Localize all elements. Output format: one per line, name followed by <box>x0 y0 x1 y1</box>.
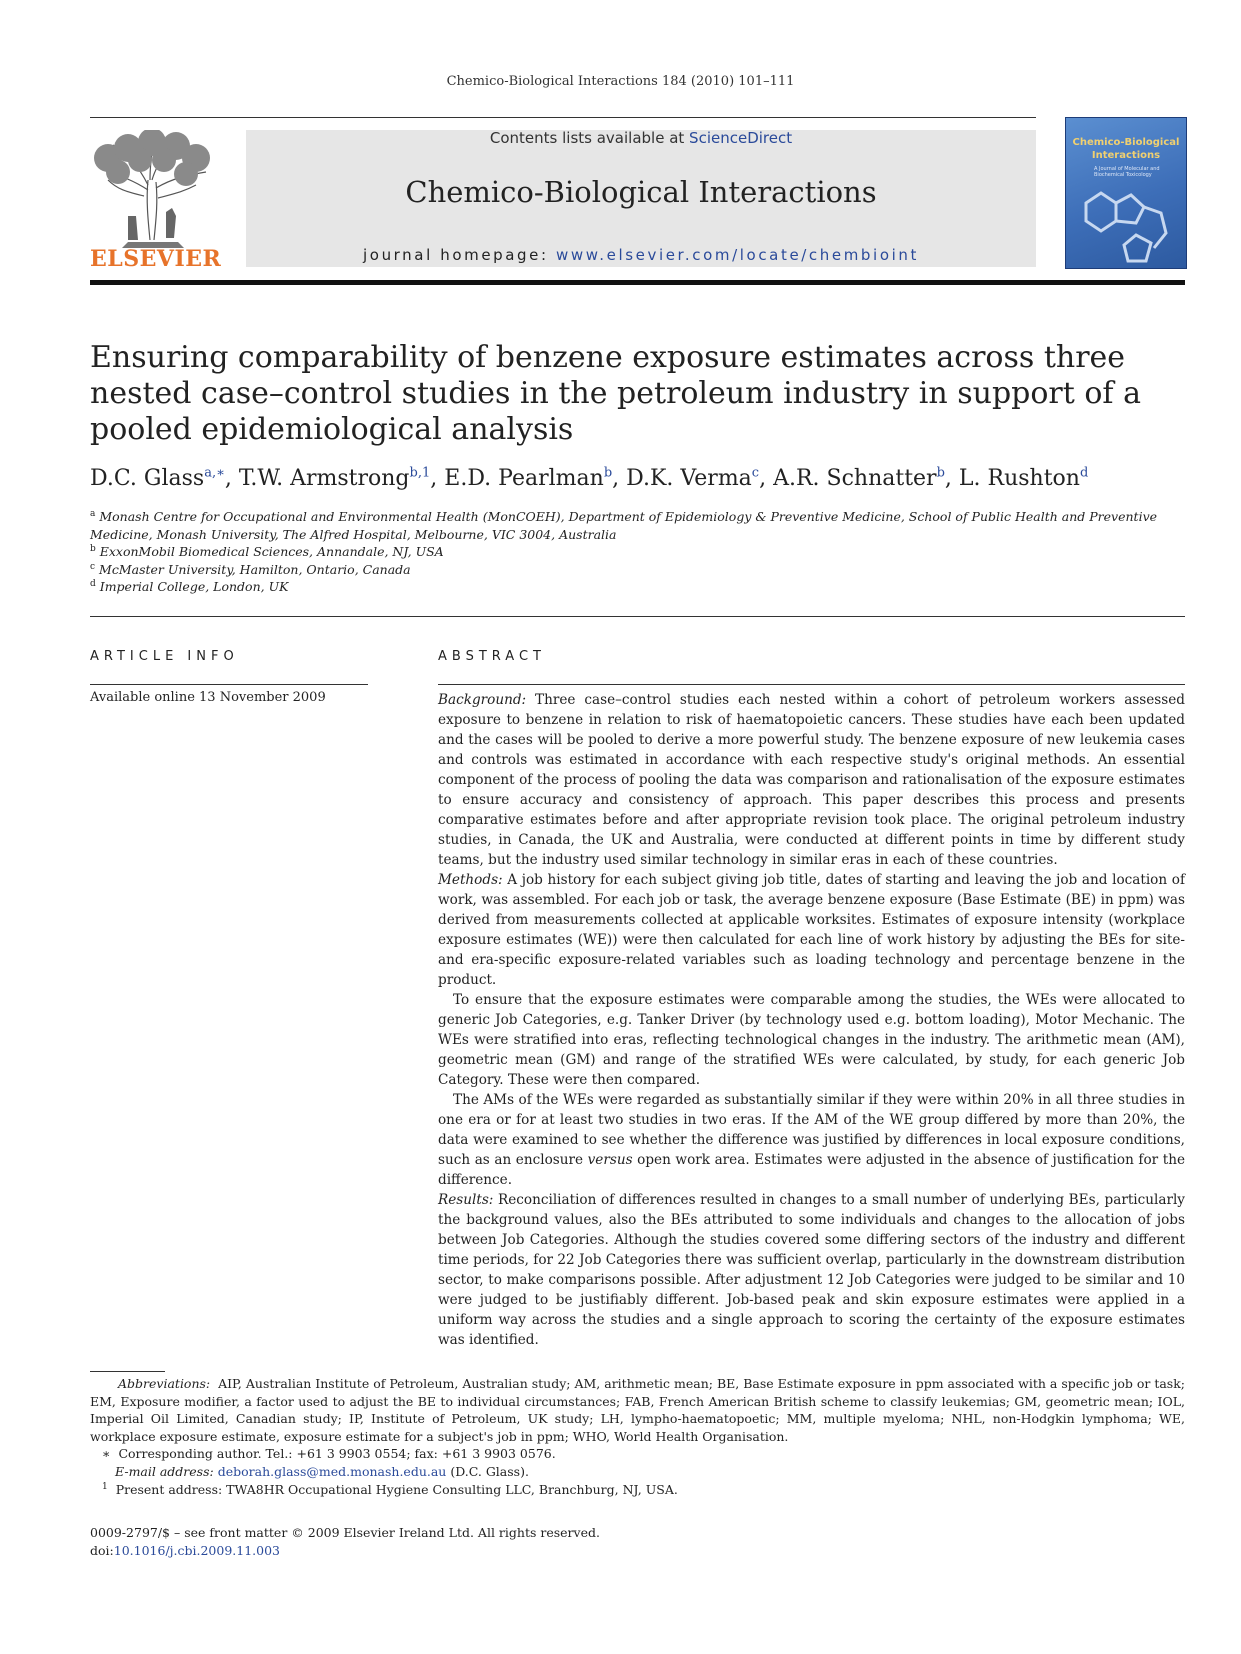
author-name: E.D. Pearlman <box>444 466 604 491</box>
abstract-methods <box>438 870 1185 990</box>
corresponding-mark: ∗ <box>102 1446 111 1462</box>
author-separator: , <box>612 466 627 491</box>
author-separator: , <box>759 466 774 491</box>
footnotes <box>90 1375 1185 1498</box>
affiliation-key: a <box>90 508 96 519</box>
affiliation-key: c <box>90 561 96 572</box>
sciencedirect-link[interactable]: ScienceDirect <box>689 129 793 147</box>
article-info-rule <box>90 684 368 685</box>
abstract-heading: ABSTRACT <box>438 649 546 664</box>
abstract-rule <box>438 684 1185 685</box>
affiliation-key: d <box>90 579 96 590</box>
author-name: L. Rushton <box>958 466 1080 491</box>
journal-homepage-link[interactable]: www.elsevier.com/locate/chembioint <box>556 246 919 264</box>
abstract-results <box>438 1190 1185 1350</box>
author-separator: , <box>430 466 445 491</box>
article-title: Ensuring comparability of benzene exposure estimates across three nested case–control studies in the petroleum industry in support of a pooled epidemiological analysis <box>90 340 1141 447</box>
molecule-graphic <box>1066 173 1186 268</box>
affiliation-text: ExxonMobil Biomedical Sciences, Annandale, NJ, USA <box>99 544 444 560</box>
affiliation-text: McMaster University, Hamilton, Ontario, Canada <box>99 561 411 577</box>
author-name: T.W. Armstrong <box>238 466 410 491</box>
results-text: Reconciliation of differences resulted in changes to a small number of underlying BEs, particularly the background values, also the BEs attributed to some individuals and changes to the allocation of jobs between Job Categories. Although the studies covered some differing sectors of the industry and different time periods, for 22 Job Categories there was sufficient overlap, particularly in the downstream distribution sector, to make comparisons possible. After adjustment 12 Job Categories were judged to be similar and 10 were judged to be justifiably different. Job-based peak and skin exposure estimates were applied in a uniform way across the studies and a single approach to scoring the certainty of the exposure estimates was identified. <box>438 1192 1185 1348</box>
doi-line <box>90 1542 600 1560</box>
cover-subtitle: A Journal of Molecular and Biochemical Toxicology <box>1094 166 1160 178</box>
doi-prefix: doi: <box>90 1542 114 1558</box>
copyright-block <box>90 1524 600 1559</box>
author-affiliation-marker[interactable]: b <box>603 465 613 481</box>
email-link[interactable]: deborah.glass@med.monash.edu.au <box>217 1463 447 1479</box>
abstract-background <box>438 690 1185 870</box>
journal-homepage-line <box>246 246 1036 264</box>
present-address-mark: 1 <box>102 1481 108 1492</box>
affiliation <box>90 561 1185 579</box>
journal-cover-image <box>1065 117 1187 269</box>
cover-title: Chemico-Biological Interactions <box>1072 137 1180 161</box>
methods-p3-italic: versus <box>587 1152 633 1168</box>
corresponding-author-footnote <box>90 1445 1185 1463</box>
footnote-rule <box>90 1371 165 1372</box>
article-info-heading: ARTICLE INFO <box>90 649 239 664</box>
author-name: D.C. Glass <box>90 466 205 491</box>
background-text: Three case–control studies each nested within a cohort of petroleum workers assessed exposure to benzene in relation to risk of haematopoietic cancers. These studies have each been updated and the cases will be pooled to derive a more powerful study. The benzene exposure of new leukemia cases and controls was estimated in accordance with each respective study's original methods. An essential component of the process of pooling the data was comparison and rationalisation of the exposure estimates to ensure accuracy and consistency of approach. This paper describes this process and presents comparative estimates before and after appropriate revision took place. The original petroleum industry studies, in Canada, the UK and Australia, were conducted at different points in time by different study teams, but the industry used similar technology in similar eras in each of these countries. <box>438 692 1185 868</box>
contents-prefix: Contents lists available at <box>489 129 690 147</box>
author-affiliation-marker[interactable]: d <box>1079 465 1089 481</box>
affiliation <box>90 508 1185 543</box>
elsevier-wordmark: ELSEVIER <box>90 246 222 272</box>
section-rule <box>90 616 1185 617</box>
abstract-methods-paragraph-2: To ensure that the exposure estimates were comparable among the studies, the WEs were allocated to generic Job Categories, e.g. Tanker Driver (by technology used e.g. bottom loading), Motor Mechanic. The WEs were stratified into eras, reflecting technological changes in the industry. The arithmetic mean (AM), geometric mean (GM) and range of the stratified WEs were calculated, by study, for each generic Job Category. These were then compared. <box>438 992 1185 1088</box>
abstract-methods-paragraph-3 <box>438 1090 1185 1190</box>
affiliation-key: b <box>90 544 96 555</box>
author-affiliation-marker[interactable]: c <box>751 465 760 481</box>
abstract-body <box>438 690 1185 1350</box>
results-heading: Results: <box>438 1192 494 1208</box>
header-rule <box>90 117 1036 118</box>
author-affiliation-marker[interactable]: b <box>936 465 945 481</box>
methods-p3-text-a: The AMs of the WEs were regarded as substantially similar if they were within 20% in all three studies in one era or for at least two studies in two eras. If the AM of the WE group differed by more than 20%, the data were examined to see whether the difference was justified by differences in local exposure conditions, such as an enclosure <box>438 1092 1185 1168</box>
affiliation <box>90 543 1185 561</box>
author-name: A.R. Schnatter <box>773 466 937 491</box>
header-thick-rule <box>90 280 1185 285</box>
affiliation-text: Imperial College, London, UK <box>99 579 289 595</box>
available-online-date: Available online 13 November 2009 <box>90 690 326 705</box>
journal-title: Chemico-Biological Interactions <box>405 175 877 209</box>
abbreviations-heading: Abbreviations: <box>118 1376 211 1391</box>
contents-line <box>246 129 1036 147</box>
abbreviations-footnote <box>90 1375 1185 1445</box>
author-list <box>90 466 1185 491</box>
author-name: D.K. Verma <box>626 466 752 491</box>
methods-p3-text-b: open work area. Estimates were adjusted in the absence of justification for the difference. <box>438 1152 1185 1188</box>
present-address-text: Present address: TWA8HR Occupational Hygiene Consulting LLC, Branchburg, NJ, USA. <box>115 1481 678 1497</box>
author-affiliation-marker[interactable]: a,∗ <box>204 465 225 481</box>
email-suffix: (D.C. Glass). <box>446 1463 529 1479</box>
author-separator: , <box>224 466 239 491</box>
abbreviations-text: AIP, Australian Institute of Petroleum, Australian study; AM, arithmetic mean; BE, Base Estimate exposure in ppm associated with a specific job or task; EM, Exposure modifier, a factor used to adjust the BE to individual circumstances; FAB, French American British scheme to classify leukemias; GM, geometric mean; IOL, Imperial Oil Limited, Canadian study; IP, Institute of Petroleum, UK study; LH, lympho-haematopoetic; MM, multiple myeloma; NHL, non-Hodgkin lymphoma; WE, workplace exposure estimate, exposure estimate for a subject's job in ppm; WHO, World Health Organisation. <box>90 1376 1185 1444</box>
affiliation-text: Monash Centre for Occupational and Environmental Health (MonCOEH), Department of Epidemiology & Preventive Medicine, School of Public Health and Preventive Medicine, Monash University, The Alfred Hospital, Melbourne, VIC 3004, Australia <box>90 509 1158 542</box>
running-head: Chemico-Biological Interactions 184 (2010) 101–111 <box>446 74 795 89</box>
email-footnote <box>90 1463 1185 1481</box>
author-affiliation-marker[interactable]: b,1 <box>409 465 431 481</box>
copyright-line: 0009-2797/$ – see front matter © 2009 Elsevier Ireland Ltd. All rights reserved. <box>90 1525 600 1540</box>
methods-text: A job history for each subject giving job title, dates of starting and leaving the job and location of work, was assembled. For each job or task, the average benzene exposure (Base Estimate (BE) in ppm) was derived from measurements collected at applicable worksites. Estimates of exposure intensity (workplace exposure estimates (WE)) were then calculated for each line of work history by adjusting the BEs for site- and era-specific exposure-related variables such as loading technology and percentage benzene in the product. <box>438 872 1185 988</box>
present-address-footnote <box>90 1481 1185 1499</box>
corresponding-text: Corresponding author. Tel.: +61 3 9903 0554; fax: +61 3 9903 0576. <box>118 1446 556 1462</box>
homepage-prefix: journal homepage: <box>363 246 557 264</box>
author-separator: , <box>944 466 959 491</box>
affiliation <box>90 578 1185 596</box>
background-heading: Background: <box>438 692 527 708</box>
doi-link[interactable]: 10.1016/j.cbi.2009.11.003 <box>113 1542 280 1558</box>
methods-heading: Methods: <box>438 872 503 888</box>
email-label: E-mail address: <box>115 1463 214 1479</box>
affiliations <box>90 508 1185 596</box>
